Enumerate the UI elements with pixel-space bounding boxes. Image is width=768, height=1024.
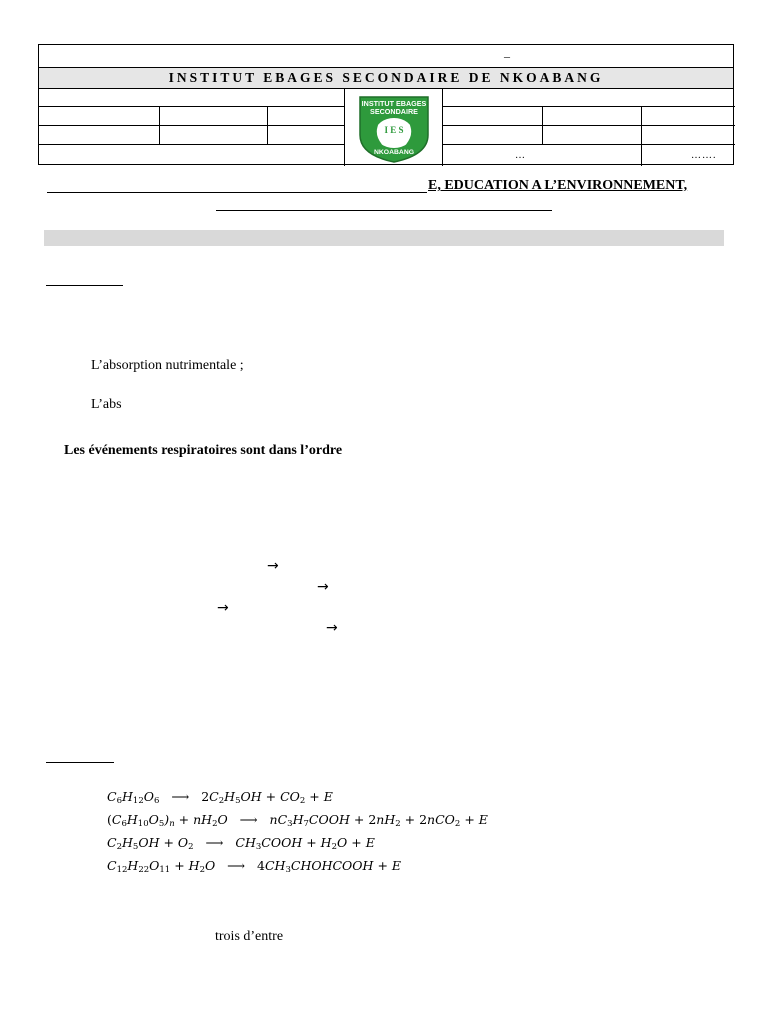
arrow-4: → <box>326 620 338 636</box>
table-line <box>442 125 735 126</box>
item-absorption: L’absorption nutrimentale ; <box>91 358 244 373</box>
title-rule-2 <box>216 210 552 211</box>
table-line <box>267 106 268 144</box>
table-line <box>442 106 735 107</box>
arrow-1: → <box>267 558 279 574</box>
table-line <box>542 106 543 144</box>
section-underline-2 <box>46 762 114 763</box>
title-rule <box>47 192 427 193</box>
table-line <box>159 106 160 144</box>
logo-letters: I E S <box>384 125 404 135</box>
table-line <box>39 106 344 107</box>
logo-line2: SECONDAIRE <box>370 107 418 116</box>
section-bar <box>44 230 724 246</box>
subject-line: E, EDUCATION A L’ENVIRONNEMENT, <box>428 178 688 193</box>
equation-4: $C_{12}H_{22}O_{11} + H_2O$ ⟶ $4CH_3CHOHCOOH + E$ <box>107 858 402 875</box>
logo-line1: INSTITUT EBAGES <box>361 99 427 108</box>
table-line <box>442 144 735 145</box>
table-line <box>39 144 344 145</box>
dots-right: ……. <box>691 150 717 161</box>
item-abs: L’abs <box>91 397 122 412</box>
dots-left: … <box>515 150 526 161</box>
arrow-3: → <box>217 600 229 616</box>
respiratory-events-heading: Les événements respiratoires sont dans l’ordre <box>64 443 343 458</box>
arrow-2: → <box>317 579 329 595</box>
table-line <box>641 106 642 166</box>
header-dash: – <box>504 49 510 63</box>
school-name-banner: INSTITUT EBAGES SECONDAIRE DE NKOABANG <box>39 67 733 89</box>
equation-2: $(C_6H_{10}O_5)_n + nH_2O$ ⟶ $nC_3H_7COOH + 2nH_2 + 2nCO_2 + E$ <box>107 812 488 829</box>
trois-text: trois d’entre <box>215 929 284 944</box>
logo-place: NKOABANG <box>373 149 415 156</box>
table-line <box>39 125 344 126</box>
header-table <box>38 44 734 165</box>
school-logo <box>357 95 431 163</box>
table-line <box>442 89 443 166</box>
equation-3: $C_2H_5OH + O_2$ ⟶ $CH_3COOH + H_2O + E$ <box>107 835 375 852</box>
equation-1: $C_6H_{12}O_6$ ⟶ $2C_2H_5OH + CO_2 + E$ <box>107 789 333 806</box>
section-underline <box>46 285 123 286</box>
table-line <box>344 89 345 166</box>
